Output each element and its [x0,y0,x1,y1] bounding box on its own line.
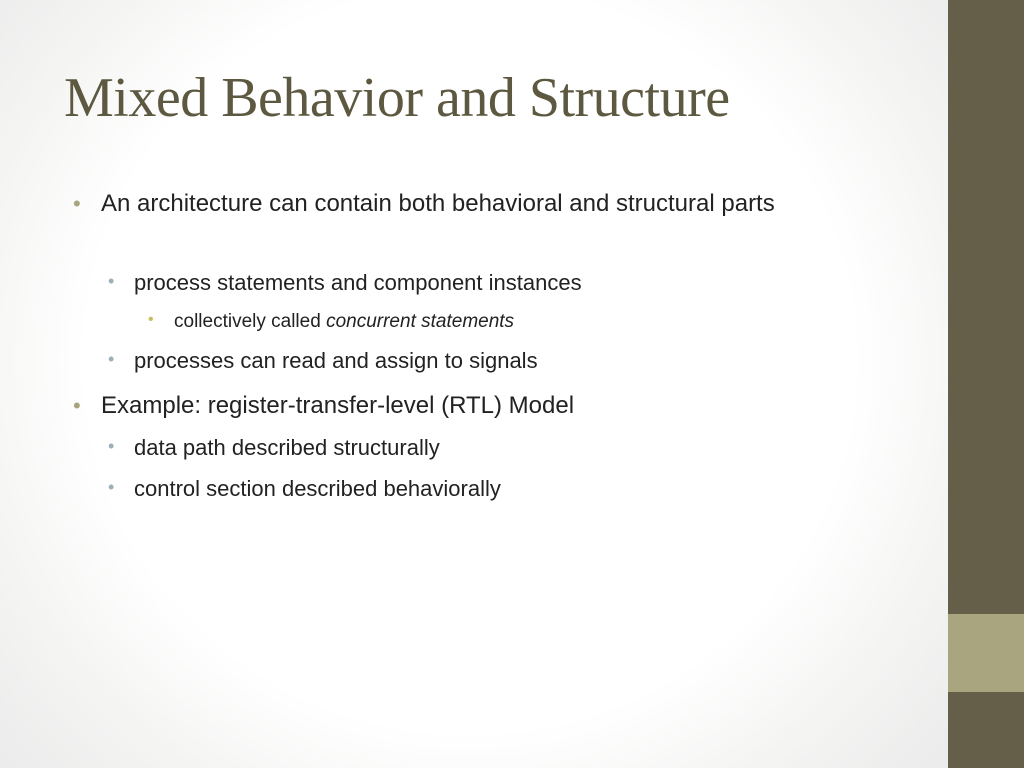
bullet-dot: • [108,477,115,497]
bullet-text: data path described structurally [134,435,440,460]
bullet-item [108,474,894,504]
bullet-text: An architecture can contain both behavioral and structural parts [101,190,775,217]
slide-title: Mixed Behavior and Structure [64,67,730,129]
sidebar-band-accent [948,614,1024,692]
bullet-text: processes can read and assign to signals [134,348,538,373]
bullet-text: process statements and component instances [134,270,582,295]
bullet-dot: • [73,393,81,418]
bullet-text: Example: register-transfer-level (RTL) Model [101,392,575,419]
bullet-item [148,309,894,335]
bullet-text: collectively called concurrent statements [174,311,515,332]
bullet-dot: • [148,311,154,328]
bullet-item [108,346,894,376]
decorative-sidebar [948,0,1024,768]
bullet-item [73,185,901,223]
sidebar-band-top [948,0,1024,614]
bullet-dot: • [108,436,115,456]
bullet-item [108,433,894,463]
bullet-item [73,387,901,425]
bullet-text: control section described behaviorally [134,476,501,501]
bullet-emphasis: concurrent statements [326,311,515,332]
bullet-item [108,268,894,298]
bullet-dot: • [108,271,115,291]
bullet-dot: • [73,191,81,216]
bullet-dot: • [108,349,115,369]
sidebar-band-bottom [948,692,1024,768]
